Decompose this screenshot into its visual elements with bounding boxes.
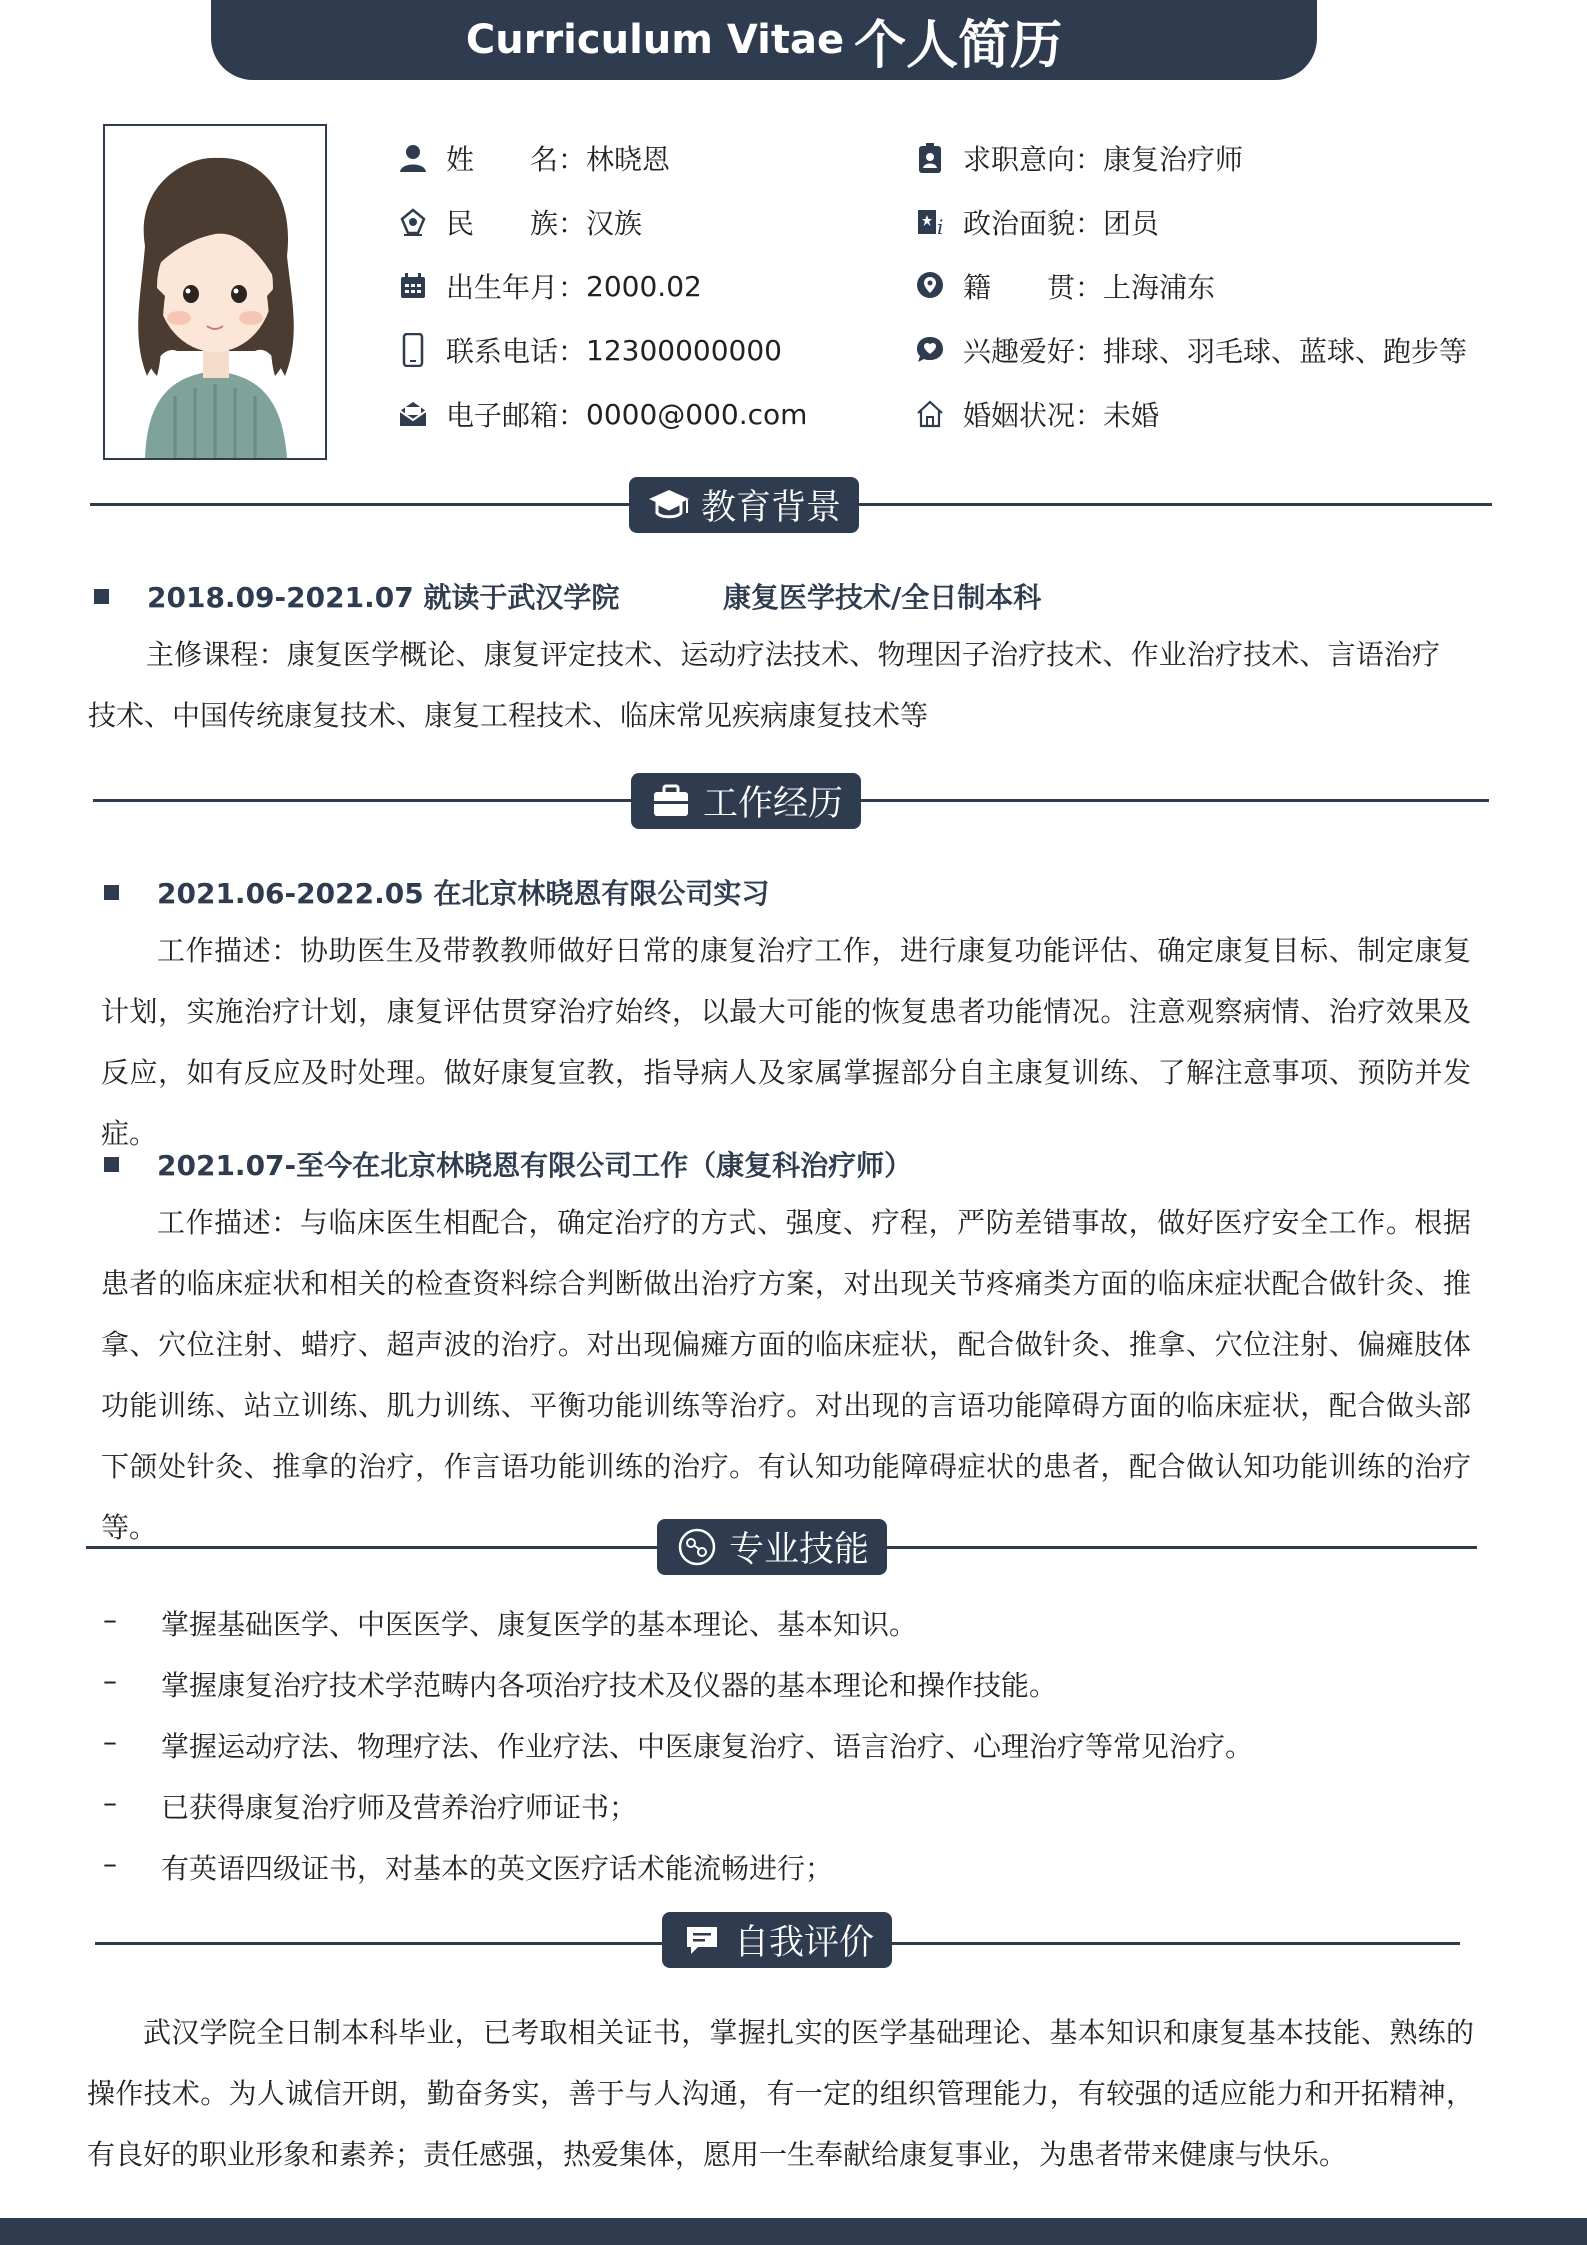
education-period-school: 2018.09-2021.07 就读于武汉学院 — [147, 581, 620, 614]
info-label: 籍 贯 — [963, 271, 1076, 304]
info-marital-row: 婚姻状况 ： 未婚 — [913, 394, 1159, 434]
self-section-header — [662, 1912, 892, 1968]
section-title: 工作经历 — [702, 784, 843, 824]
info-value: 12300000000 — [586, 333, 782, 367]
education-section-header — [629, 477, 859, 533]
info-value: 排球、羽毛球、蓝球、跑步等 — [1103, 335, 1468, 368]
info-birth-row: 出生年月 ： 2000.02 — [396, 266, 702, 306]
info-label: 政治面貌 — [963, 207, 1076, 240]
skill-item — [103, 1847, 833, 1887]
work-section-header — [631, 773, 861, 829]
comment-icon — [680, 1918, 724, 1962]
education-courses: 主修课程：康复医学概论、康复评定技术、运动疗法技术、物理因子治疗技术、作业治疗技术、言语治疗技术、中国传统康复技术、康复工程技术、临床常见疾病康复技术等 — [88, 638, 1440, 732]
education-major-text: 康复医学技术/全日制本科 — [723, 581, 1042, 614]
info-value: 康复治疗师 — [1103, 143, 1244, 176]
info-hobbies-row: 兴趣爱好 ： 排球、羽毛球、蓝球、跑步等 — [913, 330, 1467, 370]
badge-icon — [913, 141, 947, 175]
skill-item — [103, 1786, 637, 1826]
info-label: 婚姻状况 — [963, 399, 1076, 432]
square-bullet — [94, 589, 109, 604]
info-email-row: 电子邮箱 ： 0000@000.com — [396, 394, 807, 434]
dash-bullet: – — [103, 1603, 117, 1636]
political-icon — [913, 205, 947, 239]
info-ethnicity-row: 民 族 ： 汉族 — [396, 202, 642, 242]
education-entry-heading — [94, 576, 619, 616]
phone-icon — [396, 333, 430, 367]
info-label: 出生年月 — [446, 271, 559, 304]
home-icon — [913, 397, 947, 431]
avatar-illustration — [105, 126, 325, 458]
location-icon — [913, 269, 947, 303]
work-entry-2-description: 工作描述：与临床医生相配合，确定治疗的方式、强度、疗程，严防差错事故，做好医疗安全工作。根据患者的临床症状和相关的检查资料综合判断做出治疗方案，对出现关节疼痛类方面的临床症状配合做针灸、推拿、穴位注射、蜡疗、超声波的治疗。对出现偏瘫方面的临床症状，配合做针灸、推拿、穴位注射、偏瘫肢体功能训练、站立训练、肌力训练、平衡功能训练等治疗。对出现的言语功能障碍方面的临床症状，配合做头部下颌处针灸、推拿的治疗，作言语功能训练的治疗。有认知功能障碍症状的患者，配合做认知功能训练的治疗等。 — [101, 1206, 1471, 1544]
dash-bullet: – — [103, 1725, 117, 1758]
work-entry-1-heading — [104, 872, 769, 912]
dash-bullet: – — [103, 1664, 117, 1697]
education-major — [723, 576, 1041, 616]
info-label: 电子邮箱 — [446, 399, 559, 432]
info-hometown-row: 籍 贯 ： 上海浦东 — [913, 266, 1215, 306]
info-name-row: 姓 名 ： 林晓恩 — [396, 138, 670, 178]
info-label: 联系电话 — [446, 335, 559, 368]
skill-text: 已获得康复治疗师及营养治疗师证书； — [161, 1791, 638, 1824]
info-value: 2000.02 — [586, 269, 702, 303]
skill-text: 有英语四级证书，对基本的英文医疗话术能流畅进行； — [161, 1852, 834, 1885]
skill-text: 掌握康复治疗技术学范畴内各项治疗技术及仪器的基本理论和操作技能。 — [161, 1669, 1058, 1702]
info-label: 求职意向 — [963, 143, 1076, 176]
info-value: 0000@000.com — [586, 397, 808, 431]
info-value: 汉族 — [586, 207, 643, 240]
work-entry-2-heading — [104, 1144, 912, 1184]
profile-photo — [103, 124, 327, 460]
title-english: Curriculum Vitae — [465, 17, 845, 63]
svg-text:i: i — [937, 215, 944, 237]
skills-icon — [675, 1525, 719, 1569]
title-banner — [211, 0, 1317, 80]
ethnicity-icon — [396, 205, 430, 239]
work-entry-2-title: 2021.07-至今在北京林晓恩有限公司工作（康复科治疗师） — [157, 1149, 913, 1182]
footer-bar — [0, 2218, 1587, 2245]
user-icon — [396, 141, 430, 175]
info-label: 姓 名 — [446, 143, 559, 176]
self-evaluation-text: 武汉学院全日制本科毕业，已考取相关证书，掌握扎实的医学基础理论、基本知识和康复基本技能、熟练的操作技术。为人诚信开朗，勤奋务实，善于与人沟通，有一定的组织管理能力，有较强的适应能力和开拓精神，有良好的职业形象和素养；责任感强，热爱集体，愿用一生奉献给康复事业，为患者带来健康与快乐。 — [87, 2016, 1474, 2171]
title-chinese: 个人简历 — [854, 15, 1063, 76]
briefcase-icon — [649, 779, 693, 823]
info-phone-row: 联系电话 ： 12300000000 — [396, 330, 782, 370]
info-political-row: i 政治面貌 ： 团员 — [913, 202, 1159, 242]
section-title: 教育背景 — [700, 488, 841, 528]
skill-text: 掌握基础医学、中医医学、康复医学的基本理论、基本知识。 — [161, 1608, 918, 1641]
info-value: 团员 — [1103, 207, 1160, 240]
skills-section-header — [657, 1519, 887, 1575]
section-title: 自我评价 — [733, 1923, 874, 1963]
info-value: 未婚 — [1103, 399, 1160, 432]
info-value: 林晓恩 — [586, 143, 671, 176]
calendar-icon — [396, 269, 430, 303]
email-icon — [396, 397, 430, 431]
heart-chat-icon — [913, 333, 947, 367]
dash-bullet: – — [103, 1786, 117, 1819]
skill-text: 掌握运动疗法、物理疗法、作业疗法、中医康复治疗、语言治疗、心理治疗等常见治疗。 — [161, 1730, 1254, 1763]
square-bullet — [104, 1157, 119, 1172]
skill-item — [103, 1603, 917, 1643]
info-label: 兴趣爱好 — [963, 335, 1076, 368]
graduation-cap-icon — [647, 483, 691, 527]
work-entry-1-title: 2021.06-2022.05 在北京林晓恩有限公司实习 — [157, 877, 770, 910]
skill-item — [103, 1725, 1253, 1765]
work-entry-1-description: 工作描述：协助医生及带教教师做好日常的康复治疗工作，进行康复功能评估、确定康复目标、制定康复计划，实施治疗计划，康复评估贯穿治疗始终，以最大可能的恢复患者功能情况。注意观察病情、治疗效果及反应，如有反应及时处理。做好康复宣教，指导病人及家属掌握部分自主康复训练、了解注意事项、预防并发症。 — [101, 934, 1471, 1150]
info-value: 上海浦东 — [1103, 271, 1216, 304]
info-label: 民 族 — [446, 207, 559, 240]
info-objective-row: 求职意向 ： 康复治疗师 — [913, 138, 1243, 178]
square-bullet — [104, 885, 119, 900]
dash-bullet: – — [103, 1847, 117, 1880]
skill-item — [103, 1664, 1057, 1704]
section-title: 专业技能 — [728, 1530, 869, 1570]
